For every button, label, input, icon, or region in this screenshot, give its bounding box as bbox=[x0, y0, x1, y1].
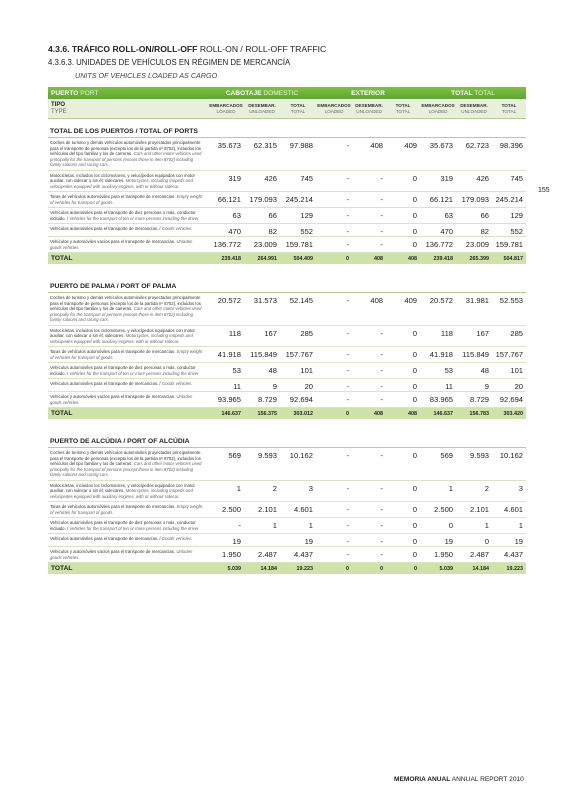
cell-value: 101 bbox=[492, 363, 526, 379]
cell-value: - bbox=[316, 392, 352, 408]
cell-value: - bbox=[352, 325, 386, 347]
total-value: 239.418 bbox=[208, 253, 244, 265]
cell-value: 63 bbox=[420, 208, 456, 224]
table-row bbox=[48, 518, 526, 534]
footer-bold: MEMORIA ANUAL bbox=[394, 776, 451, 783]
cell-value: 19 bbox=[208, 534, 244, 547]
section-title-row bbox=[48, 119, 526, 138]
column-header: DESEMBAR. UNLOADED bbox=[456, 99, 492, 119]
cell-value: 41.918 bbox=[420, 347, 456, 363]
total-value: 264.991 bbox=[244, 253, 280, 265]
cell-value: 115.849 bbox=[244, 347, 280, 363]
row-label: Vehículos automóviles para el transporte de diez personas o más, conductor incluido. / Vehicles for the transport of ten or more persons including the driver. bbox=[48, 208, 208, 224]
cell-value: 1.950 bbox=[208, 547, 244, 563]
total-value: 0 bbox=[386, 563, 420, 575]
total-value: 14.184 bbox=[456, 563, 492, 575]
cell-value: 66.121 bbox=[420, 192, 456, 208]
cell-value: - bbox=[352, 363, 386, 379]
total-value: 5.039 bbox=[420, 563, 456, 575]
table-row bbox=[48, 138, 526, 171]
cell-value: - bbox=[352, 502, 386, 518]
total-value: 0 bbox=[316, 408, 352, 420]
cell-value: 3 bbox=[280, 480, 316, 502]
cell-value: - bbox=[316, 379, 352, 392]
cell-value: 0 bbox=[386, 170, 420, 192]
cell-value: 0 bbox=[386, 379, 420, 392]
total-value: 146.637 bbox=[420, 408, 456, 420]
heading-title-en: ROLL-ON / ROLL-OFF TRAFFIC bbox=[199, 44, 327, 54]
cell-value: - bbox=[352, 224, 386, 237]
row-label: Vehículos automóviles para el transporte de mercancías. / Goods vehicles. bbox=[48, 379, 208, 392]
cell-value: 470 bbox=[420, 224, 456, 237]
cell-value: 4.601 bbox=[492, 502, 526, 518]
section-title: PUERTO DE PALMA / PORT OF PALMA bbox=[48, 274, 526, 293]
cell-value: 319 bbox=[420, 170, 456, 192]
footer-rest: ANNUAL REPORT 2010 bbox=[451, 776, 524, 783]
cell-value: 92.694 bbox=[492, 392, 526, 408]
cell-value: 470 bbox=[208, 224, 244, 237]
cell-value: - bbox=[352, 518, 386, 534]
cell-value: 552 bbox=[492, 224, 526, 237]
column-header: TOTAL TOTAL bbox=[492, 99, 526, 119]
cell-value: - bbox=[316, 534, 352, 547]
cell-value: 0 bbox=[386, 480, 420, 502]
total-value: 303.012 bbox=[280, 408, 316, 420]
total-value: 408 bbox=[352, 408, 386, 420]
total-row bbox=[48, 563, 526, 575]
cell-value: 41.918 bbox=[208, 347, 244, 363]
cell-value: 0 bbox=[386, 392, 420, 408]
cell-value: 4.437 bbox=[492, 547, 526, 563]
row-label: Vehículos automóviles para el transporte de mercancías. / Goods vehicles. bbox=[48, 224, 208, 237]
cell-value: 409 bbox=[386, 293, 420, 326]
row-label: Coches de turismo y demás vehículos automóviles proyectados principalmente para el transporte de personas (excepto los de la partida nº 8702), incluidos los vehículos del tipo familiar y los de carreras. Cars and other motor vehicles used principally for the transport of persons (except those in item 8702) including family saloons and racing cars. bbox=[48, 448, 208, 481]
cell-value: 1 bbox=[208, 480, 244, 502]
cell-value: 23.009 bbox=[244, 237, 280, 253]
cell-value: 11 bbox=[208, 379, 244, 392]
total-row bbox=[48, 253, 526, 265]
cell-value: 745 bbox=[492, 170, 526, 192]
column-header: TOTAL TOTAL bbox=[386, 99, 420, 119]
row-label: Vehículos automóviles para el transporte de mercancías. / Goods vehicles. bbox=[48, 534, 208, 547]
row-label: Vehículos automóviles para el transporte de diez personas o más, conductor incluido. / Vehicles for the transport of ten or more persons including the driver. bbox=[48, 363, 208, 379]
cell-value: 8.729 bbox=[456, 392, 492, 408]
row-label: Motocicletas, incluidos los ciclomotores, y velocípedos equipados con motor auxiliar, con sidecar o sin él; sidecares. Motorcycles, including mopeds and velocipedes equipped with auxiliary engines, with or without sidecar. bbox=[48, 325, 208, 347]
cell-value: 19 bbox=[492, 534, 526, 547]
cell-value: 10.162 bbox=[280, 448, 316, 481]
vehicle-units-table bbox=[48, 87, 526, 574]
table-row bbox=[48, 347, 526, 363]
row-label: Taras de vehículos automóviles para el transporte de mercancías. Empty weight of vehicles for transport of goods. bbox=[48, 192, 208, 208]
cell-value: - bbox=[316, 547, 352, 563]
row-label: Vehículos automóviles para el transporte de diez personas o más, conductor incluido. / Vehicles for the transport of ten or more persons including the driver. bbox=[48, 518, 208, 534]
cell-value: 62.315 bbox=[244, 138, 280, 171]
cell-value: 0 bbox=[386, 224, 420, 237]
cell-value: 53 bbox=[208, 363, 244, 379]
cell-value: 2.487 bbox=[244, 547, 280, 563]
cell-value: 179.093 bbox=[456, 192, 492, 208]
total-value: 0 bbox=[316, 253, 352, 265]
cell-value: 157.767 bbox=[280, 347, 316, 363]
total-value: 408 bbox=[352, 253, 386, 265]
header-columns-row bbox=[48, 99, 526, 119]
row-label: Taras de vehículos automóviles para el transporte de mercancías. Empty weight of vehicles for transport of goods. bbox=[48, 347, 208, 363]
cell-value: 20.572 bbox=[208, 293, 244, 326]
cell-value: 53 bbox=[420, 363, 456, 379]
total-value: 0 bbox=[316, 563, 352, 575]
section-spacer bbox=[48, 419, 526, 429]
total-label: TOTAL bbox=[48, 253, 208, 265]
cell-value: 23.009 bbox=[456, 237, 492, 253]
cell-value: 66 bbox=[244, 208, 280, 224]
cell-value: 426 bbox=[244, 170, 280, 192]
cell-value: 0 bbox=[386, 502, 420, 518]
table-row bbox=[48, 208, 526, 224]
cell-value: - bbox=[316, 448, 352, 481]
cell-value: 0 bbox=[386, 534, 420, 547]
cell-value: 745 bbox=[280, 170, 316, 192]
cell-value: 9.593 bbox=[244, 448, 280, 481]
cell-value: - bbox=[316, 518, 352, 534]
cell-value: - bbox=[352, 208, 386, 224]
cell-value: - bbox=[352, 192, 386, 208]
exterior-header: EXTERIOR bbox=[316, 87, 420, 99]
cell-value: - bbox=[352, 170, 386, 192]
cell-value: 0 bbox=[386, 325, 420, 347]
header-group-row bbox=[48, 87, 526, 99]
cell-value: 31.573 bbox=[244, 293, 280, 326]
total-value: 5.039 bbox=[208, 563, 244, 575]
row-label: Taras de vehículos automóviles para el transporte de mercancías. Empty weight of vehicles for transport of goods. bbox=[48, 502, 208, 518]
heading-title: 4.3.6. TRÁFICO ROLL-ON/ROLL-OFF bbox=[48, 44, 198, 54]
cell-value: 35.673 bbox=[208, 138, 244, 171]
cell-value bbox=[244, 534, 280, 547]
cell-value: 0 bbox=[386, 448, 420, 481]
cell-value: 101 bbox=[280, 363, 316, 379]
cell-value: - bbox=[352, 237, 386, 253]
table-row bbox=[48, 224, 526, 237]
cell-value: 129 bbox=[280, 208, 316, 224]
cell-value: 82 bbox=[244, 224, 280, 237]
cell-value: 66.121 bbox=[208, 192, 244, 208]
cell-value: - bbox=[352, 547, 386, 563]
cell-value: 0 bbox=[386, 547, 420, 563]
total-value: 0 bbox=[352, 563, 386, 575]
cell-value: 52.145 bbox=[280, 293, 316, 326]
cell-value: 426 bbox=[456, 170, 492, 192]
cell-value: 4.601 bbox=[280, 502, 316, 518]
row-label: Coches de turismo y demás vehículos automóviles proyectados principalmente para el transporte de personas (excepto los de la partida nº 8702), incluidos los vehículos del tipo familiar y los de carreras. Cars and other motor vehicles used principally for the transport of persons (except those in item 8702) including family saloons and racing cars. bbox=[48, 293, 208, 326]
cell-value: 97.988 bbox=[280, 138, 316, 171]
cell-value: 159.781 bbox=[280, 237, 316, 253]
total-header: TOTAL TOTAL bbox=[420, 87, 526, 99]
cell-value: 0 bbox=[386, 237, 420, 253]
cell-value: 63 bbox=[208, 208, 244, 224]
cell-value: 2.500 bbox=[208, 502, 244, 518]
cell-value: 0 bbox=[386, 208, 420, 224]
table-row bbox=[48, 480, 526, 502]
cell-value: 245.214 bbox=[280, 192, 316, 208]
column-header: TOTAL TOTAL bbox=[280, 99, 316, 119]
table-row bbox=[48, 293, 526, 326]
cell-value: 20.572 bbox=[420, 293, 456, 326]
cell-value: - bbox=[352, 534, 386, 547]
cell-value: - bbox=[352, 347, 386, 363]
total-label: TOTAL bbox=[48, 563, 208, 575]
cell-value: 179.093 bbox=[244, 192, 280, 208]
column-header: EMBARCADOS LOADED bbox=[420, 99, 456, 119]
table-row bbox=[48, 379, 526, 392]
section-title-row bbox=[48, 429, 526, 448]
total-value: 408 bbox=[386, 253, 420, 265]
section-spacer bbox=[48, 264, 526, 274]
cell-value: 31.981 bbox=[456, 293, 492, 326]
cell-value: - bbox=[316, 224, 352, 237]
type-header: TIPO TYPE bbox=[48, 99, 208, 119]
cell-value: 19 bbox=[280, 534, 316, 547]
cell-value: - bbox=[352, 392, 386, 408]
row-label: Motocicletas, incluidos los ciclomotores, y velocípedos equipados con motor auxiliar, con sidecar o sin él; sidecares. Motorcycles, including mopeds and velocipedes equipped with auxiliary engines, with or without sidecar. bbox=[48, 170, 208, 192]
cell-value: 10.162 bbox=[492, 448, 526, 481]
table-row bbox=[48, 170, 526, 192]
cabotaje-header: CABOTAJE DOMESTIC bbox=[208, 87, 316, 99]
total-value: 156.375 bbox=[244, 408, 280, 420]
total-value: 504.817 bbox=[492, 253, 526, 265]
row-label: Motocicletas, incluidos los ciclomotores, y velocípedos equipados con motor auxiliar, con sidecar o sin él; sidecares. Motorcycles, including mopeds and velocipedes equipped with auxiliary engines, with or without sidecar. bbox=[48, 480, 208, 502]
cell-value: 2 bbox=[244, 480, 280, 502]
cell-value: - bbox=[316, 293, 352, 326]
cell-value: 569 bbox=[208, 448, 244, 481]
cell-value: 1 bbox=[420, 480, 456, 502]
cell-value: 2.101 bbox=[244, 502, 280, 518]
column-header: DESEMBAR. UNLOADED bbox=[244, 99, 280, 119]
row-label: Coches de turismo y demás vehículos automóviles proyectados principalmente para el transporte de personas (excepto los de la partida nº 8702), incluidos los vehículos del tipo familiar y los de carreras. Cars and other motor vehicles used principally for the transport of persons (except those in item 8702) including family saloons and racing cars. bbox=[48, 138, 208, 171]
total-value: 156.783 bbox=[456, 408, 492, 420]
column-header: DESEMBAR. UNLOADED bbox=[352, 99, 386, 119]
cell-value: - bbox=[316, 208, 352, 224]
cell-value: 1 bbox=[280, 518, 316, 534]
cell-value: 62.723 bbox=[456, 138, 492, 171]
cell-value: 157.767 bbox=[492, 347, 526, 363]
cell-value: 3 bbox=[492, 480, 526, 502]
cell-value: 167 bbox=[244, 325, 280, 347]
cell-value: - bbox=[316, 325, 352, 347]
cell-value: 0 bbox=[386, 363, 420, 379]
table-subtitle: 4.3.6.3. UNIDADES DE VEHÍCULOS EN RÉGIMEN DE MERCANCÍA bbox=[48, 58, 291, 67]
cell-value: 408 bbox=[352, 138, 386, 171]
total-value: 265.399 bbox=[456, 253, 492, 265]
cell-value: 82 bbox=[456, 224, 492, 237]
row-label: Vehículos y automóviles vacíos para el transporte de mercancías. Unladen goods vehicles. bbox=[48, 237, 208, 253]
cell-value: - bbox=[316, 170, 352, 192]
total-value: 19.223 bbox=[492, 563, 526, 575]
section-title-row bbox=[48, 274, 526, 293]
cell-value: - bbox=[316, 347, 352, 363]
cell-value: 167 bbox=[456, 325, 492, 347]
cell-value: 1 bbox=[456, 518, 492, 534]
cell-value: 0 bbox=[456, 534, 492, 547]
cell-value: 0 bbox=[420, 518, 456, 534]
cell-value: 0 bbox=[386, 518, 420, 534]
cell-value: 408 bbox=[352, 293, 386, 326]
cell-value: 0 bbox=[386, 192, 420, 208]
page-number: 155 bbox=[538, 187, 550, 194]
total-row bbox=[48, 408, 526, 420]
footer bbox=[394, 776, 524, 783]
cell-value: 2.101 bbox=[456, 502, 492, 518]
cell-value: 83.965 bbox=[420, 392, 456, 408]
cell-value: 1 bbox=[492, 518, 526, 534]
cell-value: - bbox=[316, 502, 352, 518]
cell-value: 1 bbox=[244, 518, 280, 534]
row-label: Vehículos y automóviles vacíos para el transporte de mercancías. Unladen goods vehicles. bbox=[48, 547, 208, 563]
cell-value: 9 bbox=[244, 379, 280, 392]
column-header: EMBARCADOS LOADED bbox=[316, 99, 352, 119]
section-title: TOTAL DE LOS PUERTOS / TOTAL OF PORTS bbox=[48, 119, 526, 138]
cell-value: - bbox=[352, 448, 386, 481]
cell-value: 285 bbox=[492, 325, 526, 347]
cell-value: 11 bbox=[420, 379, 456, 392]
column-header: EMBARCADOS LOADED bbox=[208, 99, 244, 119]
cell-value: 52.553 bbox=[492, 293, 526, 326]
cell-value: 2.487 bbox=[456, 547, 492, 563]
cell-value: - bbox=[208, 518, 244, 534]
table-row bbox=[48, 325, 526, 347]
cell-value: - bbox=[352, 480, 386, 502]
cell-value: 115.849 bbox=[456, 347, 492, 363]
cell-value: 48 bbox=[244, 363, 280, 379]
cell-value: 285 bbox=[280, 325, 316, 347]
cell-value: - bbox=[316, 480, 352, 502]
total-value: 239.418 bbox=[420, 253, 456, 265]
section-title: PUERTO DE ALCÚDIA / PORT OF ALCÚDIA bbox=[48, 429, 526, 448]
cell-value: 569 bbox=[420, 448, 456, 481]
cell-value: 19 bbox=[420, 534, 456, 547]
cell-value: 245.214 bbox=[492, 192, 526, 208]
cell-value: 35.673 bbox=[420, 138, 456, 171]
cell-value: 66 bbox=[456, 208, 492, 224]
port-header: PUERTO PORT bbox=[48, 87, 208, 99]
cell-value: 4.437 bbox=[280, 547, 316, 563]
cell-value: 129 bbox=[492, 208, 526, 224]
cell-value: 2.500 bbox=[420, 502, 456, 518]
total-value: 408 bbox=[386, 408, 420, 420]
cell-value: 159.781 bbox=[492, 237, 526, 253]
table-row bbox=[48, 192, 526, 208]
row-label: Vehículos y automóviles vacíos para el transporte de mercancías. Unladen goods vehicles. bbox=[48, 392, 208, 408]
section-heading bbox=[48, 44, 326, 54]
total-value: 146.637 bbox=[208, 408, 244, 420]
cell-value: 98.396 bbox=[492, 138, 526, 171]
table-row bbox=[48, 502, 526, 518]
cell-value: 0 bbox=[386, 347, 420, 363]
cell-value: - bbox=[352, 379, 386, 392]
total-value: 19.223 bbox=[280, 563, 316, 575]
cell-value: - bbox=[316, 237, 352, 253]
cell-value: 93.965 bbox=[208, 392, 244, 408]
cell-value: 9.593 bbox=[456, 448, 492, 481]
table-row bbox=[48, 237, 526, 253]
cell-value: 9 bbox=[456, 379, 492, 392]
cell-value: 118 bbox=[420, 325, 456, 347]
cell-value: 20 bbox=[492, 379, 526, 392]
cell-value: - bbox=[316, 363, 352, 379]
cell-value: - bbox=[316, 138, 352, 171]
cell-value: 136.772 bbox=[420, 237, 456, 253]
table-row bbox=[48, 448, 526, 481]
table-row bbox=[48, 363, 526, 379]
cell-value: 136.772 bbox=[208, 237, 244, 253]
cell-value: 48 bbox=[456, 363, 492, 379]
total-value: 303.420 bbox=[492, 408, 526, 420]
cell-value: 1.950 bbox=[420, 547, 456, 563]
total-value: 504.409 bbox=[280, 253, 316, 265]
total-value: 14.184 bbox=[244, 563, 280, 575]
cell-value: 2 bbox=[456, 480, 492, 502]
cell-value: 319 bbox=[208, 170, 244, 192]
cell-value: 118 bbox=[208, 325, 244, 347]
table-subtitle-en: UNITS OF VEHICLES LOADED AS CARGO bbox=[75, 71, 218, 80]
cell-value: - bbox=[316, 192, 352, 208]
cell-value: 20 bbox=[280, 379, 316, 392]
cell-value: 552 bbox=[280, 224, 316, 237]
table-row bbox=[48, 547, 526, 563]
total-label: TOTAL bbox=[48, 408, 208, 420]
table-row bbox=[48, 392, 526, 408]
cell-value: 409 bbox=[386, 138, 420, 171]
cell-value: 8.729 bbox=[244, 392, 280, 408]
table-row bbox=[48, 534, 526, 547]
cell-value: 92.694 bbox=[280, 392, 316, 408]
